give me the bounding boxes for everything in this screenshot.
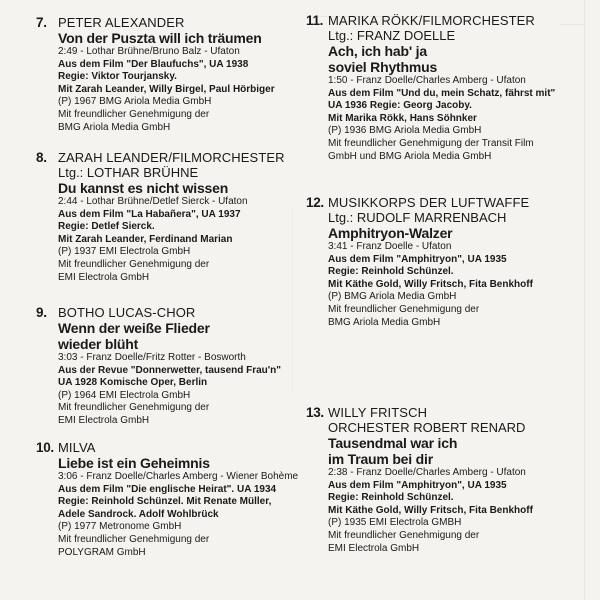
track-number: 8.: [36, 150, 47, 165]
track-artist: PETER ALEXANDER: [58, 15, 185, 30]
track-info-line: POLYGRAM GmbH: [58, 546, 146, 558]
track-info-line: Mit Zarah Leander, Ferdinand Marian: [58, 233, 233, 245]
track-8: [36, 150, 298, 284]
track-info-line: Aus der Revue "Donnerwetter, tausend Frau'n": [58, 364, 282, 376]
track-header: [36, 440, 298, 455]
track-info-line: (P) 1936 BMG Ariola Media GmbH: [328, 125, 482, 137]
track-title-line: Du kannst es nicht wissen: [58, 180, 229, 196]
track-info-line: Mit freundlicher Genehmigung der: [328, 303, 480, 315]
track-9: [36, 305, 298, 428]
track-number: 12.: [306, 195, 324, 210]
track-info-line: (P) 1977 Metronome GmbH: [58, 521, 182, 533]
track-info-line: 3:41 - Franz Doelle - Ufaton: [328, 241, 452, 252]
track-info-line: Regie: Reinhold Schünzel. Mit Renate Müller,: [58, 496, 272, 508]
track-7: [36, 15, 298, 134]
track-info-line: 2:49 - Lothar Brühne/Bruno Balz - Ufaton: [58, 46, 240, 57]
track-info-line: Aus dem Film "Und du, mein Schatz, fährst mit": [328, 87, 556, 99]
track-info-line: Mit freundlicher Genehmigung der: [58, 533, 210, 545]
track-title-line: im Traum bei dir: [328, 451, 433, 467]
track-info-line: Mit freundlicher Genehmigung der: [328, 529, 480, 541]
track-conductor: Ltg.: LOTHAR BRÜHNE: [58, 165, 199, 180]
track-info-line: Mit freundlicher Genehmigung der: [58, 402, 210, 414]
track-title-line: Ach, ich hab' ja: [328, 43, 427, 59]
track-info-line: UA 1928 Komische Oper, Berlin: [58, 377, 208, 389]
track-number: 13.: [306, 405, 324, 420]
track-info-line: EMI Electrola GmbH: [328, 542, 420, 554]
page-fold-line: [584, 0, 585, 600]
track-info-line: Regie: Reinhold Schünzel.: [328, 492, 454, 504]
track-conductor: Ltg.: FRANZ DOELLE: [328, 28, 456, 43]
track-info-line: Aus dem Film "Amphitryon", UA 1935: [328, 479, 507, 491]
track-number: 10.: [36, 440, 54, 455]
track-header: [36, 15, 298, 30]
track-info-line: Aus dem Film "Die englische Heirat". UA 1934: [58, 483, 277, 495]
track-info-line: Mit Käthe Gold, Willy Fritsch, Fita Benkhoff: [328, 504, 533, 516]
track-info-line: Regie: Viktor Tourjansky.: [58, 71, 177, 83]
track-info-line: 3:03 - Franz Doelle/Fritz Rotter - Bosworth: [58, 352, 246, 363]
track-number: 9.: [36, 305, 47, 320]
track-info-line: Mit Zarah Leander, Willy Birgel, Paul Hörbiger: [58, 83, 275, 95]
track-artist: WILLY FRITSCH: [328, 405, 428, 420]
track-info-line: Aus dem Film "La Habañera", UA 1937: [58, 208, 241, 220]
track-info-line: (P) 1964 EMI Electrola GmbH: [58, 389, 191, 401]
track-artist: ZARAH LEANDER/FILMORCHESTER: [58, 150, 285, 165]
track-header: [306, 13, 576, 28]
track-info-line: BMG Ariola Media GmbH: [58, 121, 171, 133]
track-info-line: Regie: Reinhold Schünzel.: [328, 266, 454, 278]
track-info-line: (P) 1937 EMI Electrola GmbH: [58, 246, 191, 258]
track-13: [306, 405, 576, 555]
track-info-line: (P) BMG Ariola Media GmbH: [328, 291, 457, 303]
track-info-line: BMG Ariola Media GmbH: [328, 316, 441, 328]
track-info-line: Aus dem Film "Der Blaufuchs", UA 1938: [58, 58, 249, 70]
track-info-line: 3:06 - Franz Doelle/Charles Amberg - Wiener Bohème: [58, 471, 299, 482]
track-title-line: Wenn der weiße Flieder: [58, 320, 210, 336]
track-info-line: Mit freundlicher Genehmigung der: [58, 108, 210, 120]
track-12: [306, 195, 576, 329]
track-artist: MUSIKKORPS DER LUFTWAFFE: [328, 195, 530, 210]
track-info-line: Adele Sandrock. Adolf Wohlbrück: [58, 508, 219, 520]
track-info-line: Mit Käthe Gold, Willy Fritsch, Fita Benkhoff: [328, 278, 533, 290]
track-artist: MARIKA RÖKK/FILMORCHESTER: [328, 13, 535, 28]
track-11: [306, 13, 576, 163]
track-10: [36, 440, 298, 559]
track-info-line: Aus dem Film "Amphitryon", UA 1935: [328, 253, 507, 265]
track-info-line: 2:38 - Franz Doelle/Charles Amberg - Ufaton: [328, 467, 526, 478]
track-header: [306, 195, 576, 210]
track-number: 11.: [306, 13, 324, 28]
track-info-line: 2:44 - Lothar Brühne/Detlef Sierck - Ufaton: [58, 196, 248, 207]
track-header: [36, 305, 298, 320]
track-title-line: Tausendmal war ich: [328, 435, 458, 451]
track-info-line: Mit Marika Rökk, Hans Söhnker: [328, 112, 477, 124]
track-info-line: GmbH und BMG Ariola Media GmbH: [328, 150, 492, 162]
track-info-line: Mit freundlicher Genehmigung der: [58, 258, 210, 270]
track-info-line: 1:50 - Franz Doelle/Charles Amberg - Ufaton: [328, 75, 526, 86]
track-info-line: UA 1936 Regie: Georg Jacoby.: [328, 100, 472, 112]
track-conductor: Ltg.: RUDOLF MARRENBACH: [328, 210, 507, 225]
track-header: [36, 150, 298, 165]
track-info-line: Regie: Detlef Sierck.: [58, 221, 155, 233]
track-title-line: soviel Rhythmus: [328, 59, 438, 75]
track-info-line: EMI Electrola GmbH: [58, 414, 150, 426]
track-info-line: (P) 1935 EMI Electrola GMBH: [328, 517, 462, 529]
track-info-line: EMI Electrola GmbH: [58, 271, 150, 283]
track-info-line: (P) 1967 BMG Ariola Media GmbH: [58, 96, 212, 108]
track-number: 7.: [36, 15, 47, 30]
track-artist: BOTHO LUCAS-CHOR: [58, 305, 196, 320]
track-title-line: Liebe ist ein Geheimnis: [58, 455, 210, 471]
track-title-line: wieder blüht: [58, 336, 139, 352]
track-title-line: Von der Puszta will ich träumen: [58, 30, 262, 46]
track-title-line: Amphitryon-Walzer: [328, 225, 453, 241]
track-artist: MILVA: [58, 440, 96, 455]
track-header: [306, 405, 576, 420]
track-info-line: Mit freundlicher Genehmigung der Transit Film: [328, 137, 534, 149]
track-conductor: ORCHESTER ROBERT RENARD: [328, 420, 526, 435]
